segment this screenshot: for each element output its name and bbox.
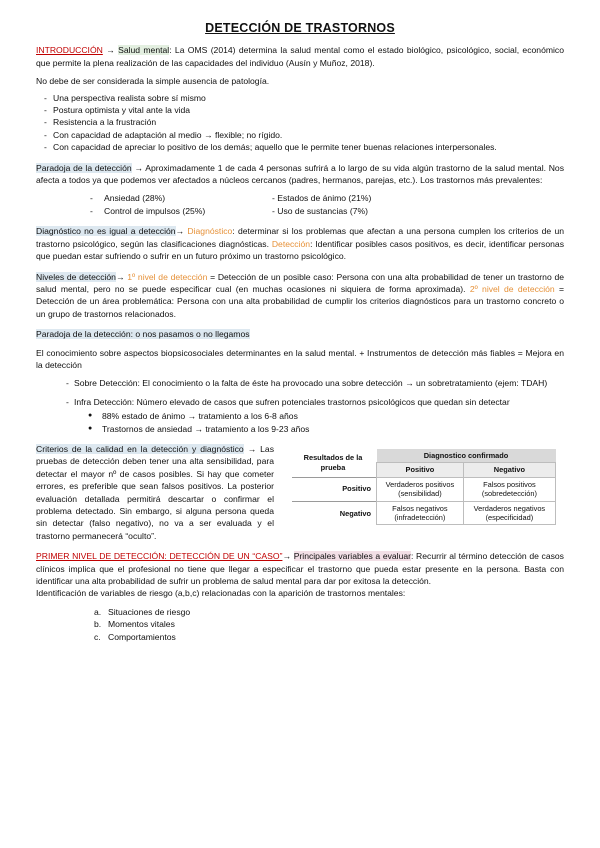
list-item: - Ansiedad (28%) (90, 192, 258, 204)
col-positive: Positivo (377, 463, 464, 477)
level2-term: 2º nivel de detección (469, 283, 555, 294)
list-item: - Resistencia a la frustración (44, 116, 564, 128)
first-level-paragraph: PRIMER NIVEL DE DETECCIÓN: DETECCIÓN DE UN “CASO”→ Principales variables a evaluar: Recurrir al término detección de casos clínicos implica que el profesional no tiene que llegar a especificar el trastorno que pueda estar presente en la persona. Basta con identificar una alta probabilidad de sufrir un problema de salud mental para dar por exitosa la detección. (36, 551, 564, 587)
list-item: c. Comportamientos (94, 631, 176, 642)
list-item: - Con capacidad de apreciar lo positivo de los demás; aquello que le permite tener buenas relaciones interpersonales. (44, 141, 564, 153)
list-item: - Estados de ánimo (21%) (272, 193, 372, 204)
table-cell: Verdaderos negativos (especificidad) (463, 501, 555, 525)
page-title: DETECCIÓN DE TRASTORNOS (205, 21, 395, 35)
list-item: a. Situaciones de riesgo (94, 606, 191, 617)
intro-note: No debe de ser considerada la simple ausencia de patología. (36, 76, 270, 87)
table-header: Diagnostico confirmado (377, 449, 556, 463)
list-item: ● Trastornos de ansiedad → tratamiento a los 9-23 años (88, 423, 564, 435)
confusion-table (292, 449, 556, 525)
quality-paragraph: Criterios de la calidad en la detección y diagnóstico → Las pruebas de detección deben tener una alta sensibilidad, para detectar el mayor nº de casos posibles. Si hay que cometer errores, es preferible que sean falsos positivos. La posterior evaluación detallada permitirá descartar o confirmar el problema detectado. Sin embargo, si alguna persona queda sin detectar (falso negativo), no va a ser evaluada y el trastorno permanecerá “oculto”. (36, 443, 274, 541)
level1-term: 1º nivel de detección (127, 271, 208, 282)
list-item: - Uso de sustancias (7%) (272, 205, 368, 216)
diagnostic-term: Diagnóstico (187, 226, 233, 237)
list-item: - Control de impulsos (25%) (90, 205, 258, 217)
list-item: - Con capacidad de adaptación al medio → flexible; no rígido. (44, 129, 564, 141)
prevalence-list (90, 192, 564, 217)
col-negative: Negativo (463, 463, 555, 477)
table-cell: Falsos positivos (sobredetección) (463, 477, 555, 501)
list-item: b. Momentos vitales (94, 619, 175, 630)
row-positive: Positivo (292, 477, 377, 501)
table-cell: Falsos negativos (infradetección) (377, 501, 464, 525)
table-corner: Resultados de la prueba (303, 453, 363, 472)
quality-section (36, 443, 564, 542)
list-item: - Infra Detección: Número elevado de casos que sufren potenciales trastornos psicológicos que quedan sin detectar (66, 396, 564, 408)
confusion-table-wrapper (292, 449, 556, 542)
risk-variables-text: Identificación de variables de riesgo (a,b,c) relacionadas con la aparición de trastornos mentales: (36, 588, 406, 599)
diagnostic-paragraph: Diagnóstico no es igual a detección→ Diagnóstico: determinar si los problemas que afectan a una persona cumplen los criterios de un trastorno psicológico, según las clasificaciones diagnósticas. Detección: Identificar posibles casos positivos, es decir, identificar personas que puedan estar sufriendo o sufrir en un futuro próximo un trastorno psicológico. (36, 226, 565, 262)
detection-sublist (66, 377, 564, 408)
row-negative: Negativo (292, 501, 377, 525)
variables-label: Principales variables a evaluar (293, 551, 412, 562)
intro-paragraph: INTRODUCCIÓN → Salud mental: La OMS (2014) determina la salud mental como el estado biológico, psicológico, social, económico que permite la plena realización de las capacidades del individuo (Ausín y Muñoz, 2018). (36, 45, 564, 68)
levels-label: Niveles de detección (36, 271, 116, 282)
detection-term: Detección (271, 238, 311, 249)
list-item: - Sobre Detección: El conocimiento o la falta de éste ha provocado una sobre detección → un sobretratamiento (ejem: TDAH) (66, 377, 564, 389)
diagnostic-label: Diagnóstico no es igual a detección (36, 226, 176, 237)
bullet-list (88, 410, 564, 435)
intro-label: INTRODUCCIÓN (36, 45, 103, 56)
intro-list (36, 92, 564, 154)
paradox2-text: El conocimiento sobre aspectos biopsicosociales determinantes en la salud mental. + Instrumentos de detección más fiables = Mejora en la detección (36, 347, 564, 370)
paradox-label: Paradoja de la detección (36, 162, 132, 173)
intro-subject: Salud mental (118, 45, 170, 56)
table-cell: Verdaderos positivos (sensibilidad) (377, 477, 464, 501)
list-item: - Postura optimista y vital ante la vida (44, 104, 564, 116)
first-level-label: PRIMER NIVEL DE DETECCIÓN: DETECCIÓN DE UN “CASO” (36, 551, 283, 562)
paradox2-heading: Paradoja de la detección: o nos pasamos o no llegamos (36, 329, 250, 340)
levels-paragraph: Niveles de detección→ 1º nivel de detección = Detección de un posible caso: Persona con una alta probabilidad de tener un trastorno de salud mental, pero no se puede especificar cual (en muchas ocasiones ni siquiera de forma aproximada). 2º nivel de detección = Detección de un área problemática: Persona con una alta probabilidad de cumplir los criterios diagnósticos para un trastorno concreto o un grupo de trastornos relacionados. (36, 271, 565, 319)
list-item: - Una perspectiva realista sobre sí mismo (44, 92, 564, 104)
quality-label: Criterios de la calidad en la detección y diagnóstico (36, 443, 244, 454)
paradox-paragraph: Paradoja de la detección → Aproximadamente 1 de cada 4 personas sufrirá a lo largo de su vida algún trastorno de la salud mental. Nos afecta a todos ya que podemos ver afectados a núcleos cercanos (padres, hermanos, parejas, etc.). Los trastornos más prevalentes: (36, 162, 565, 186)
risk-list (94, 606, 564, 643)
list-item: ● 88% estado de ánimo → tratamiento a los 6-8 años (88, 410, 564, 422)
